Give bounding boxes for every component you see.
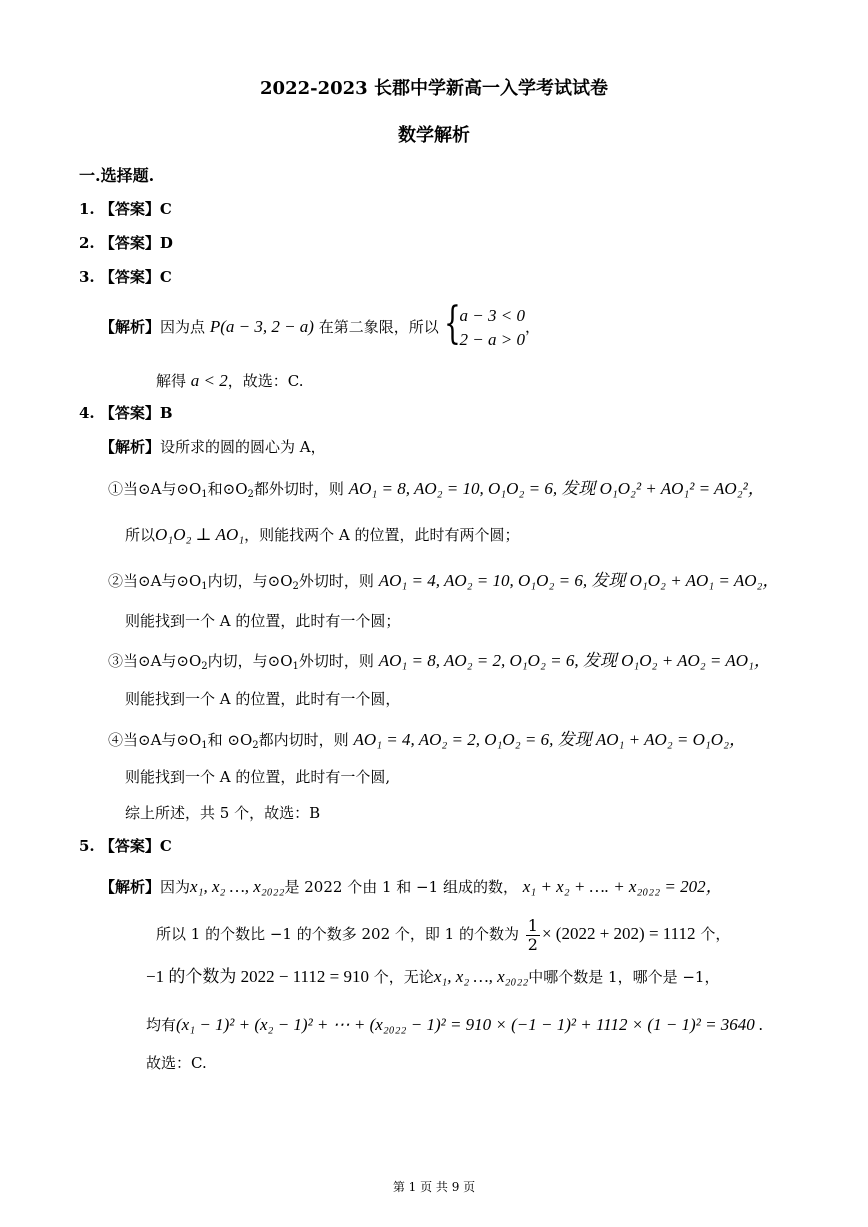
text: 和 ⊙O xyxy=(207,731,253,749)
question-number: 3. xyxy=(79,268,95,286)
question-4-summary: 综上所述，共 5 个，故选：B xyxy=(125,804,321,822)
math: x₁, x₂ …, x₂₀₂₂ xyxy=(190,877,285,896)
question-5-conclusion: 故选：C. xyxy=(146,1054,207,1072)
explanation-tag: 【解析】 xyxy=(100,318,161,336)
answer-tag: 【答案】 xyxy=(99,404,160,422)
math: AO₁ = 8, AO₂ = 2, O₁O₂ = 6, 发现 O₁O₂ + AO₂ = AO₁， xyxy=(378,651,771,670)
text: 内切，与⊙O xyxy=(207,572,293,590)
case-4-line-2: 则能找到一个 A 的位置，此时有一个圆, xyxy=(125,768,391,786)
inequality-system xyxy=(443,298,525,352)
explanation-tag: 【解析】 xyxy=(100,438,161,456)
question-5-explanation-line-3 xyxy=(146,968,719,985)
inequality-2: 2 − a > 0 xyxy=(459,330,525,349)
explanation-tag: 【解析】 xyxy=(100,878,161,896)
case-4-line-1: ④当⊙A与$⊙O_1$和 $⊙O_2$都内切时，则 AO₁ = 4, AO₂ = 2, O₁O₂ = 6, 发现 AO₁ + AO₂ = O₁O₂， xyxy=(108,730,746,751)
case-1-line-1: ①当⊙A与$⊙O_1$和$⊙O_2$都外切时，则 AO₁ = 8, AO₂ = 10, O₁O₂ = 6, 发现 O₁O₂² + AO₁² = AO₂²， xyxy=(108,479,765,500)
question-number: 5. xyxy=(79,837,95,855)
case-3-line-2: 则能找到一个 A 的位置，此时有一个圆， xyxy=(125,690,401,708)
answer-value: C xyxy=(159,837,172,855)
question-5-answer xyxy=(79,839,172,854)
text: 都内切时，则 xyxy=(258,731,349,749)
math: x₁ + x₂ + …. + x₂₀₂₂ = 202， xyxy=(522,877,723,896)
fraction-denominator: 2 xyxy=(527,934,538,954)
text: 均有 xyxy=(146,1016,177,1034)
text: 因为 xyxy=(160,878,191,896)
math: −1 的个数为 2022 − 1112 = 910 xyxy=(146,967,370,986)
answer-tag: 【答案】 xyxy=(99,837,160,855)
question-number: 2. xyxy=(79,234,95,252)
question-4-explanation-intro xyxy=(100,440,326,455)
text: ③当⊙A与⊙O xyxy=(108,652,202,670)
math: a < 2 xyxy=(190,371,228,390)
text: 都外切时，则 xyxy=(253,480,344,498)
math: AO₁ = 4, AO₂ = 2, O₁O₂ = 6, 发现 AO₁ + AO₂ = O₁O₂， xyxy=(353,730,746,749)
page-footer: 第 1 页 共 9 页 xyxy=(392,1180,476,1194)
case-1-line-2 xyxy=(125,526,520,543)
question-5-explanation-line-2 xyxy=(156,916,730,954)
case-3-line-1: ③当⊙A与$⊙O_2$内切，与$⊙O_1$外切时，则 AO₁ = 8, AO₂ = 2, O₁O₂ = 6, 发现 O₁O₂ + AO₂ = AO₁， xyxy=(108,651,771,672)
question-2-answer xyxy=(79,236,173,251)
answer-value: D xyxy=(159,234,173,252)
question-5-explanation-line-4 xyxy=(146,1016,763,1033)
question-4-answer xyxy=(79,406,173,421)
text: 是 2022 个由 1 和 −1 组成的数， xyxy=(284,878,518,896)
question-1-answer xyxy=(79,202,172,217)
case-2-line-1: ②当⊙A与$⊙O_1$内切，与$⊙O_2$外切时，则 AO₁ = 4, AO₂ = 10, O₁O₂ = 6, 发现 O₁O₂ + AO₁ = AO₂， xyxy=(108,571,780,592)
answer-tag: 【答案】 xyxy=(99,200,160,218)
answer-tag: 【答案】 xyxy=(99,268,160,286)
question-number: 4. xyxy=(79,404,95,422)
text: 外切时，则 xyxy=(298,652,374,670)
fraction xyxy=(526,917,540,954)
text: 和⊙O xyxy=(207,480,248,498)
question-5-explanation-line-1 xyxy=(100,878,723,895)
text: 解得 xyxy=(156,372,187,390)
document-title: 2022-2023 长郡中学新高一入学考试试卷 xyxy=(260,78,608,99)
text: ②当⊙A与⊙O xyxy=(108,572,202,590)
math: AO₁ = 4, AO₂ = 10, O₁O₂ = 6, 发现 O₁O₂ + AO₁ = AO₂， xyxy=(378,571,780,590)
question-3-explanation-line-1 xyxy=(100,298,541,352)
answer-value: C xyxy=(159,268,172,286)
question-number: 1. xyxy=(79,200,95,218)
math: (x₁ − 1)² + (x₂ − 1)² + ⋯ + (x₂₀₂₂ − 1)² = 910 × (−1 − 1)² + 1112 × (1 − 1)² = 3640 . xyxy=(176,1015,764,1034)
math: AO₁ = 8, AO₂ = 10, O₁O₂ = 6, 发现 O₁O₂² + AO₁² = AO₂²， xyxy=(348,479,765,498)
text: ，故选：C. xyxy=(227,372,304,390)
text: ④当⊙A与⊙O xyxy=(108,731,202,749)
answer-tag: 【答案】 xyxy=(99,234,160,252)
fraction-numerator: 1 xyxy=(527,915,538,935)
document-subtitle: 数学解析 xyxy=(398,125,470,146)
math: O₁O₂ ⊥ AO₁ xyxy=(155,525,245,544)
text: 内切，与⊙O xyxy=(207,652,293,670)
brace-icon: { xyxy=(443,298,461,349)
text: 因为点 xyxy=(160,318,206,336)
math: × (2022 + 202) = 1112 xyxy=(541,924,696,943)
answer-value: C xyxy=(159,200,172,218)
text: 所以 xyxy=(125,526,156,544)
text: ，则能找两个 A 的位置，此时有两个圆； xyxy=(244,526,520,544)
text: 个， xyxy=(700,925,731,943)
text: 所以 1 的个数比 −1 的个数多 202 个，即 1 的个数为 xyxy=(156,925,519,943)
answer-value: B xyxy=(159,404,173,422)
text: 外切时，则 xyxy=(298,572,374,590)
text: ， xyxy=(525,318,541,336)
text: 设所求的圆的圆心为 A， xyxy=(160,438,326,456)
section-heading: 一.选择题. xyxy=(79,166,155,185)
question-3-explanation-line-2 xyxy=(156,372,304,389)
math: x₁, x₂ …, x₂₀₂₂ xyxy=(433,967,529,986)
text: 中哪个数是 1，哪个是 −1， xyxy=(528,968,720,986)
question-3-answer xyxy=(79,270,172,285)
inequality-1: a − 3 < 0 xyxy=(459,306,525,325)
case-2-line-2: 则能找到一个 A 的位置，此时有一个圆； xyxy=(125,612,401,630)
text: 在第二象限，所以 xyxy=(318,318,439,336)
math-point: P(a − 3, 2 − a) xyxy=(209,317,314,336)
text: 个，无论 xyxy=(373,968,434,986)
text: ①当⊙A与⊙O xyxy=(108,480,202,498)
